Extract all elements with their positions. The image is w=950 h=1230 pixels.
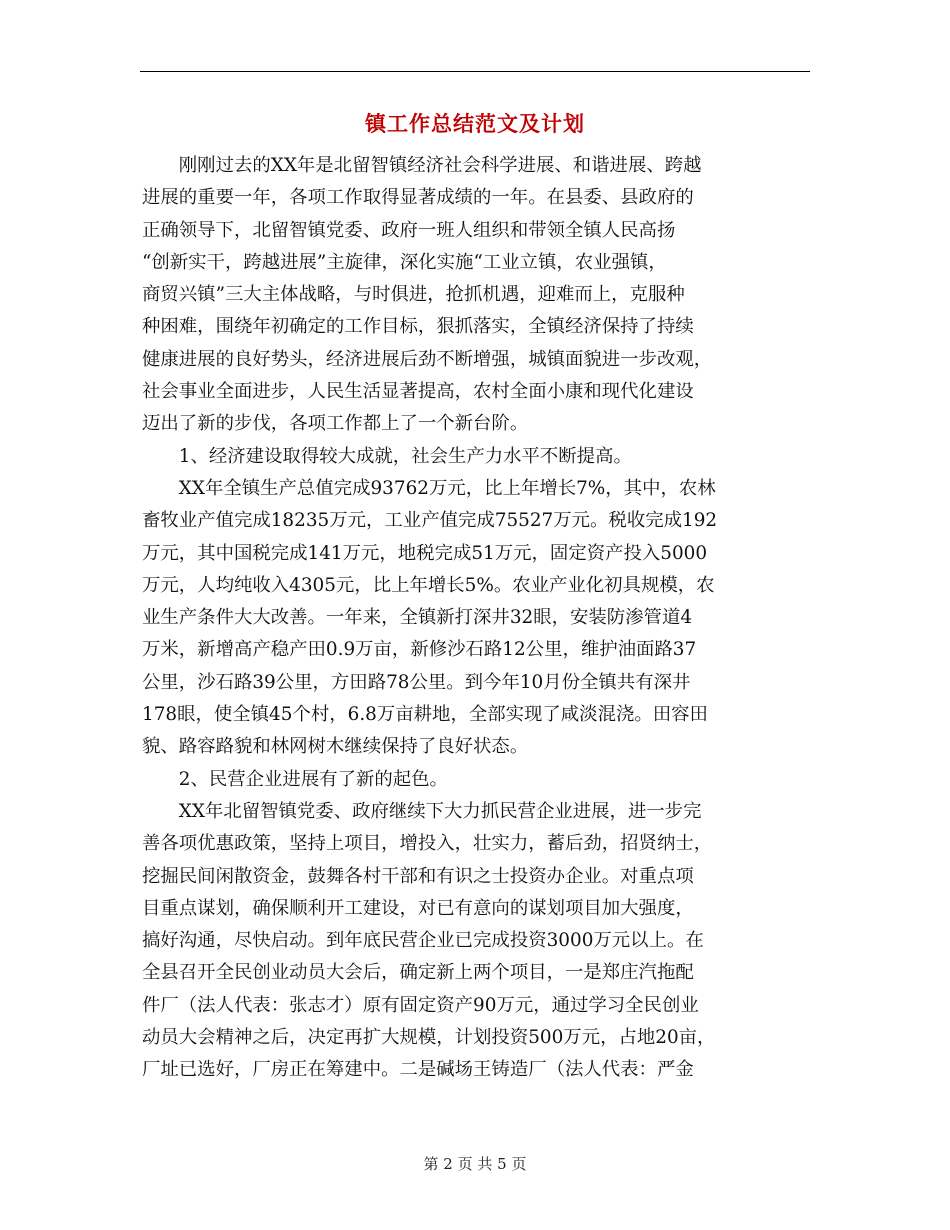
body-line: 公里，沙石路39公里，方田路78公里。到今年10月份全镇共有深井 bbox=[142, 671, 691, 693]
body-line: 正确领导下，北留智镇党委、政府一班人组织和带领全镇人民高扬 bbox=[142, 219, 676, 241]
body-line: 刚刚过去的XX年是北留智镇经济社会科学进展、和谐进展、跨越 bbox=[142, 155, 702, 176]
body-line: XX年全镇生产总值完成93762万元，比上年增长7%，其中，农林 bbox=[142, 477, 716, 499]
body-line: 搞好沟通，尽快启动。到年底民营企业已完成投资3000万元以上。在 bbox=[142, 930, 704, 952]
body-line: 种困难，围绕年初确定的工作目标，狠抓落实，全镇经济保持了持续 bbox=[142, 316, 694, 338]
body-line: 商贸兴镇”三大主体战略，与时俱进，抢抓机遇，迎难而上，克服种 bbox=[142, 284, 685, 306]
body-line: 全县召开全民创业动员大会后，确定新上两个项目，一是郑庄汽拖配 bbox=[142, 962, 694, 984]
body-line: 进展的重要一年，各项工作取得显著成绩的一年。在县委、县政府的 bbox=[142, 187, 694, 209]
body-line: 万元，人均纯收入4305元，比上年增长5%。农业产业化初具规模，农 bbox=[142, 574, 715, 596]
body-line: 挖掘民间闲散资金，鼓舞各村干部和有识之士投资办企业。对重点项 bbox=[142, 865, 694, 887]
body-line: 迈出了新的步伐，各项工作都上了一个新台阶。 bbox=[142, 413, 529, 435]
body-line: 业生产条件大大改善。一年来，全镇新打深井32眼，安装防渗管道4 bbox=[142, 607, 693, 629]
document-body bbox=[142, 150, 812, 1087]
page-footer: 第 2 页 共 5 页 bbox=[423, 1155, 527, 1173]
body-line: 貌、路容路貌和林网树木继续保持了良好状态。 bbox=[142, 736, 529, 758]
body-line: 178眼，使全镇45个村，6.8万亩耕地，全部实现了咸淡混浇。田容田 bbox=[142, 704, 708, 726]
body-line: 社会事业全面进步，人民生活显著提高，农村全面小康和现代化建设 bbox=[142, 381, 694, 403]
body-line: 万元，其中国税完成141万元，地税完成51万元，固定资产投入5000 bbox=[142, 542, 708, 564]
body-line: 厂址已选好，厂房正在筹建中。二是碱场王铸造厂（法人代表：严金 bbox=[142, 1059, 694, 1081]
body-line: 件厂（法人代表：张志才）原有固定资产90万元，通过学习全民创业 bbox=[142, 994, 699, 1016]
body-line: “创新实干，跨越进展”主旋律，深化实施“工业立镇，农业强镇， bbox=[142, 251, 667, 273]
body-line: 目重点谋划，确保顺利开工建设，对已有意向的谋划项目加大强度， bbox=[142, 897, 694, 919]
section-heading: 1、经济建设取得较大成就，社会生产力水平不断提高。 bbox=[142, 445, 632, 467]
body-line: 善各项优惠政策，坚持上项目，增投入，壮实力，蓄后劲，招贤纳士， bbox=[142, 833, 713, 855]
body-line: 畜牧业产值完成18235万元，工业产值完成75527万元。税收完成192 bbox=[142, 510, 718, 532]
header-rule bbox=[140, 71, 810, 72]
body-line: 万米，新增高产稳产田0.9万亩，新修沙石路12公里，维护油面路37 bbox=[142, 639, 697, 661]
body-line: XX年北留智镇党委、政府继续下大力抓民营企业进展，进一步完 bbox=[142, 800, 702, 822]
body-line: 健康进展的良好势头，经济进展后劲不断增强，城镇面貌进一步改观， bbox=[142, 348, 713, 370]
body-line: 动员大会精神之后，决定再扩大规模，计划投资500万元，占地20亩， bbox=[142, 1027, 716, 1049]
document-title: 镇工作总结范文及计划 bbox=[365, 112, 585, 136]
section-heading: 2、民营企业进展有了新的起色。 bbox=[142, 768, 448, 790]
